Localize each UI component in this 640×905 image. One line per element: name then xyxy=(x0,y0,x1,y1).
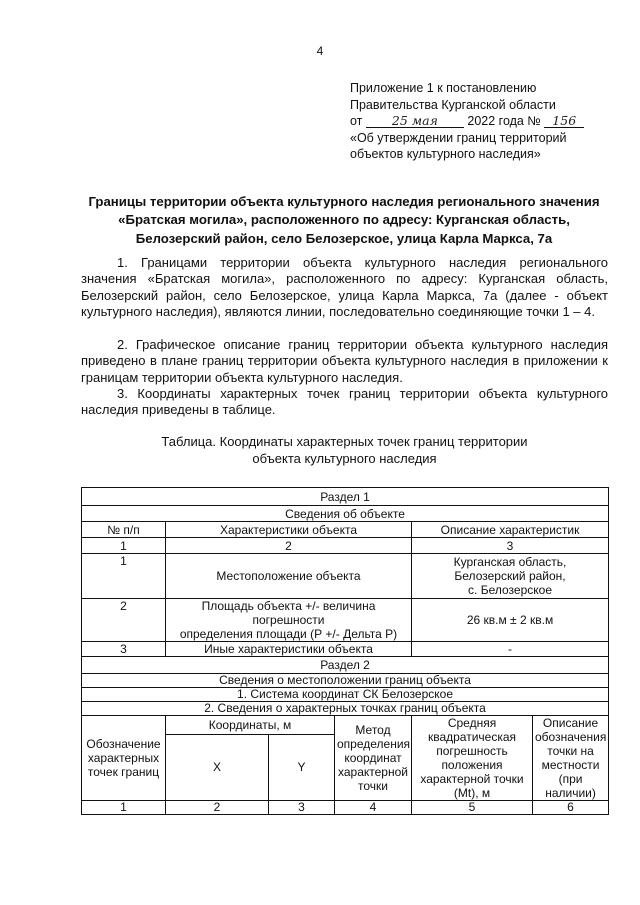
col-point-description xyxy=(533,716,609,801)
row-3-description: - xyxy=(412,642,609,657)
col-num-3: 3 xyxy=(269,801,335,815)
col-header-characteristics: Характеристики объекта xyxy=(166,522,412,538)
method-line-1: Метод xyxy=(355,723,391,737)
paragraph-3-text: 3. Координаты характерных точек границ территории объекта культурного наследия приведены в таблице. xyxy=(81,386,608,418)
col-header-number: № п/п xyxy=(82,522,166,538)
paragraph-2-text: 2. Графическое описание границ территории объекта культурного наследия приведено в плане границ территории объекта культурного наследия в приложении к границам территории объекта культурного наследия. xyxy=(81,337,608,385)
paragraph-1 xyxy=(81,255,608,320)
caption-line-1: Таблица. Координаты характерных точек границ территории xyxy=(161,434,528,449)
error-line-6: (Mt), м xyxy=(453,786,491,800)
from-label: от xyxy=(350,114,363,128)
page-number: 4 xyxy=(316,44,324,58)
col-num-4: 4 xyxy=(335,801,412,815)
row-2-name-line-2: определения площади (Р +/- Дельта Р) xyxy=(179,627,398,641)
coordinates-table xyxy=(81,487,608,815)
point-desc-line-4: местности xyxy=(541,758,600,772)
col-y: Y xyxy=(269,734,335,800)
section-1-header: Раздел 1 xyxy=(82,488,609,506)
error-line-3: погрешность xyxy=(436,744,508,758)
col-num-2: 2 xyxy=(166,801,269,815)
paragraph-3 xyxy=(81,386,608,419)
appendix-line-2: Правительства Курганской области xyxy=(350,97,556,112)
method-line-5: точки xyxy=(358,779,388,793)
col-method xyxy=(335,716,412,801)
point-desc-line-3: точки на xyxy=(547,744,594,758)
method-line-4: характерной xyxy=(338,765,408,779)
row-1-desc-line-1: Курганская область, xyxy=(453,555,567,569)
row-2-number: 2 xyxy=(82,599,166,642)
point-desc-line-6: наличии) xyxy=(545,786,596,800)
points-info-header: 2. Сведения о характерных точках границ объекта xyxy=(82,702,609,716)
method-line-2: определения xyxy=(337,737,411,751)
object-info-header: Сведения об объекте xyxy=(82,506,609,522)
col-number-3: 3 xyxy=(412,538,609,554)
point-desc-line-5: (при xyxy=(558,772,583,786)
row-2-name-line-1: Площадь объекта +/- величина погрешности xyxy=(201,599,376,627)
row-3-number: 3 xyxy=(82,642,166,657)
handwritten-number: 156 xyxy=(544,114,584,128)
handwritten-date: 25 мая xyxy=(366,114,464,128)
appendix-line-3 xyxy=(350,113,610,130)
row-1-number: 1 xyxy=(82,554,166,599)
error-line-5: характерной точки xyxy=(420,772,524,786)
col-coordinates: Координаты, м xyxy=(166,716,335,735)
col-x: X xyxy=(166,734,269,800)
paragraph-1-text: 1. Границами территории объекта культурного наследия регионального значения «Братская могила», расположенного по адресу: Курганская область, Белозерский район, село Белозерское, улица Карла Маркса, 7а (далее - объект культурного наследия), являются линии, последовательно соединяющие точки 1 – 4. xyxy=(81,255,608,319)
section-2-header: Раздел 2 xyxy=(82,657,609,674)
error-line-2: квадратическая xyxy=(427,730,517,744)
designation-line-1: Обозначение xyxy=(86,737,161,751)
paragraph-2 xyxy=(81,337,608,386)
appendix-line-1: Приложение 1 к постановлению xyxy=(350,81,537,95)
col-number-1: 1 xyxy=(82,538,166,554)
row-3-name: Иные характеристики объекта xyxy=(166,642,412,657)
col-error xyxy=(412,716,533,801)
appendix-header xyxy=(350,80,610,163)
appendix-line-4: «Об утверждении границ территорий xyxy=(350,130,567,145)
document-title: Границы территории объекта культурного наследия регионального значения «Братская могила», расположенного по адресу: Курганская область, Белозерский район, село Белозерское, улица Карла Маркса, 7а xyxy=(88,194,600,246)
col-num-6: 6 xyxy=(533,801,609,815)
row-1-name: Местоположение объекта xyxy=(166,554,412,599)
designation-line-2: характерных xyxy=(87,751,160,765)
designation-line-3: точек границ xyxy=(87,765,160,779)
col-number-2: 2 xyxy=(166,538,412,554)
appendix-line-5: объектов культурного наследия» xyxy=(350,147,541,161)
col-num-1: 1 xyxy=(82,801,166,815)
location-info-header: Сведения о местоположении границ объекта xyxy=(82,674,609,688)
error-line-4: положения xyxy=(441,758,503,772)
row-1-desc-line-2: Белозерский район, xyxy=(454,569,566,583)
row-2-name xyxy=(166,599,412,642)
year-label: 2022 года № xyxy=(467,114,541,128)
point-desc-line-2: обозначения xyxy=(535,730,607,744)
col-designation xyxy=(82,716,166,801)
error-line-1: Средняя xyxy=(447,716,497,730)
method-line-3: координат xyxy=(344,751,402,765)
caption-line-2: объекта культурного наследия xyxy=(252,451,437,466)
point-desc-line-1: Описание xyxy=(542,716,599,730)
row-2-description: 26 кв.м ± 2 кв.м xyxy=(412,599,609,642)
table-caption xyxy=(81,433,608,467)
row-1-description xyxy=(412,554,609,599)
coord-system-header: 1. Система координат СК Белозерское xyxy=(82,688,609,702)
col-header-description: Описание характеристик xyxy=(412,522,609,538)
col-num-5: 5 xyxy=(412,801,533,815)
row-1-desc-line-3: с. Белозерское xyxy=(468,583,552,597)
